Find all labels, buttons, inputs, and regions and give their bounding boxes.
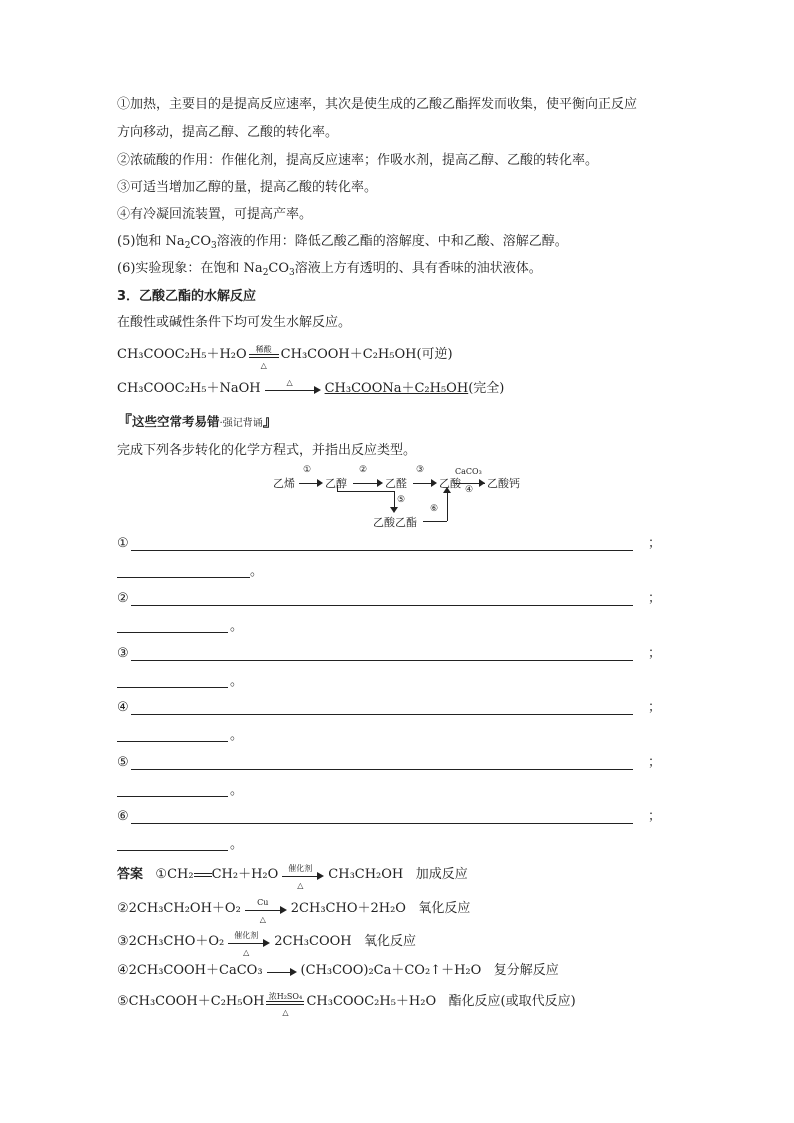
point-2: ②浓硫酸的作用：作催化剂，提高反应速率；作吸水剂，提高乙醇、乙酸的转化率。: [117, 153, 599, 168]
node-acetaldehyde: 乙醛: [385, 477, 407, 490]
hydrolysis-equation-base: CH₃COOC₂H₅＋NaOH △ CH₃COONa＋C₂H₅OH(完全): [117, 377, 505, 396]
box-instruction: 完成下列各步转化的化学方程式，并指出反应类型。: [117, 443, 417, 458]
right-arrow-icon: △: [265, 382, 321, 396]
answer-1: 答案 ①CH₂ CH₂＋H₂O 催化剂 △ CH₃CH₂OH 加成反应: [117, 863, 468, 890]
answer-2: ②2CH₃CH₂OH＋O₂ Cu △ 2CH₃CHO＋2H₂O 氧化反应: [117, 897, 471, 924]
hydrolysis-equation-acid: CH₃COOC₂H₅＋H₂O 稀酸 △ CH₃COOH＋C₂H₅OH(可逆): [117, 344, 453, 370]
blank-6-input[interactable]: [131, 823, 633, 824]
node-calcium-acetate: 乙酸钙: [487, 477, 520, 490]
node-ethanol: 乙醇: [325, 477, 347, 490]
reversible-arrow-icon: 浓H₂SO₄ △: [266, 994, 304, 1010]
blank-6-type-input[interactable]: [117, 850, 228, 851]
blank-2-semicolon: ；: [648, 591, 662, 606]
blank-1-input[interactable]: [131, 550, 633, 551]
point-4: ④有冷凝回流装置，可提高产率。: [117, 207, 313, 222]
point-3: ③可适当增加乙醇的量，提高乙酸的转化率。: [117, 180, 378, 195]
blank-2-label: ②: [117, 591, 129, 606]
section-3-heading: 3．乙酸乙酯的水解反应: [117, 289, 257, 304]
right-arrow-icon: 催化剂 △: [282, 868, 324, 882]
double-bond-icon: [194, 870, 212, 880]
blank-4-input[interactable]: [131, 714, 633, 715]
blank-1-period: 。: [250, 564, 264, 579]
blank-3-period: 。: [230, 674, 244, 689]
section-3-intro: 在酸性或碱性条件下均可发生水解反应。: [117, 315, 352, 330]
blank-3-label: ③: [117, 646, 129, 661]
blank-2-type-input[interactable]: [117, 632, 228, 633]
conversion-flow-diagram: 乙烯 ① 乙醇 ② 乙醛 ③ 乙酸 CaCO₃ ④ 乙酸钙 ⑤ 乙酸乙酯 ⑥: [273, 465, 520, 529]
right-arrow-icon: 催化剂 △: [228, 935, 270, 949]
point-5: (5)饱和 $Na_2CO_3$溶液的作用：降低乙酸乙酯的溶解度、中和乙酸、溶解乙醇。: [117, 234, 568, 251]
node-ethylene: 乙烯: [273, 477, 295, 490]
answer-5: ⑤CH₃COOH＋C₂H₅OH 浓H₂SO₄ △ CH₃COOC₂H₅＋H₂O 酯化反应(或取代反应): [117, 991, 576, 1017]
point-1-line-2: 方向移动，提高乙醇、乙酸的转化率。: [117, 125, 339, 140]
blank-1-label: ①: [117, 536, 129, 551]
blank-2-input[interactable]: [131, 605, 633, 606]
blank-3-semicolon: ；: [648, 646, 662, 661]
blank-1-type-input[interactable]: [117, 577, 250, 578]
answer-4: ④2CH₃COOH＋CaCO₃ (CH₃COO)₂Ca＋CO₂↑＋H₂O 复分解反应: [117, 963, 559, 978]
blank-4-type-input[interactable]: [117, 741, 228, 742]
answer-label: 答案: [117, 867, 144, 882]
point-6: (6)实验现象：在饱和 $Na_2CO_3$溶液上方有透明的、具有香味的油状液体。: [117, 261, 542, 278]
blank-2-period: 。: [230, 619, 244, 634]
blank-4-label: ④: [117, 700, 129, 715]
point-1-line-1: ①加热，主要目的是提高反应速率，其次是使生成的乙酸乙酯挥发而收集，使平衡向正反应: [117, 97, 638, 112]
blank-5-period: 。: [230, 783, 244, 798]
blank-4-semicolon: ；: [648, 700, 662, 715]
blank-6-semicolon: ；: [648, 809, 662, 824]
blank-1-semicolon: ；: [648, 536, 662, 551]
blank-5-type-input[interactable]: [117, 796, 228, 797]
reversible-arrow-icon: 稀酸 △: [249, 347, 279, 363]
blank-6-period: 。: [230, 837, 244, 852]
answer-3: ③2CH₃CHO＋O₂ 催化剂 △ 2CH₃COOH 氧化反应: [117, 930, 417, 957]
right-arrow-icon: Cu △: [245, 902, 287, 916]
node-acetic-acid: 乙酸: [439, 477, 461, 490]
blank-6-label: ⑥: [117, 809, 129, 824]
box-title: 『这些空常考易错·强记背诵』: [117, 412, 278, 430]
right-arrow-icon: [267, 964, 297, 978]
blank-5-input[interactable]: [131, 769, 633, 770]
blank-5-label: ⑤: [117, 755, 129, 770]
blank-4-period: 。: [230, 728, 244, 743]
node-ethyl-acetate: 乙酸乙酯: [373, 516, 417, 529]
blank-3-input[interactable]: [131, 660, 633, 661]
blank-5-semicolon: ；: [648, 755, 662, 770]
blank-3-type-input[interactable]: [117, 687, 228, 688]
